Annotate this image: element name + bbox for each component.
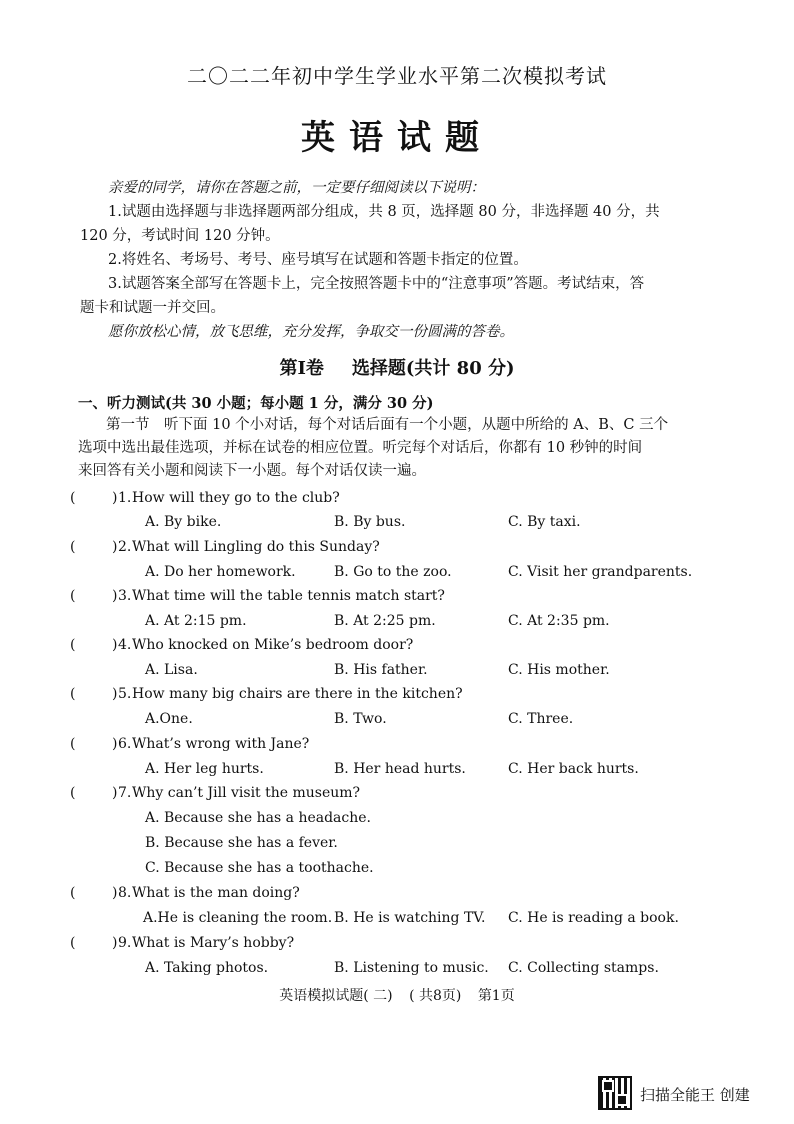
question-stem: What is the man doing?: [132, 885, 300, 901]
note-1-line-2: 120 分，考试时间 120 分钟。: [80, 228, 280, 244]
option-a: A.He is cleaning the room.: [143, 910, 333, 926]
question-stem: Why can’t Jill visit the museum?: [132, 785, 361, 801]
option-c: C. Because she has a toothache.: [145, 860, 374, 876]
option-c: C. Her back hurts.: [508, 761, 639, 777]
question-stem: How many big chairs are there in the kitchen?: [132, 686, 463, 702]
scanner-watermark: 扫描全能王 创建: [640, 1086, 750, 1104]
option-a: A. By bike.: [145, 514, 222, 530]
option-c: C. Visit her grandparents.: [508, 564, 693, 580]
footer-page-number: 第1页: [477, 988, 515, 1004]
question-number: 5.: [118, 686, 132, 702]
option-c: C. Three.: [508, 711, 574, 727]
wish-text: 愿你放松心情，放飞思维，充分发挥，争取交一份圆满的答卷。: [108, 324, 514, 340]
question-number: 1.: [118, 490, 132, 506]
answer-paren-open: (: [70, 539, 76, 555]
answer-paren-open: (: [70, 637, 76, 653]
option-b: B. Listening to music.: [334, 960, 489, 976]
option-c: C. His mother.: [508, 662, 610, 678]
question-number: 9.: [118, 935, 132, 951]
option-a: A. Lisa.: [145, 662, 198, 678]
question-stem: What time will the table tennis match start?: [132, 588, 445, 604]
option-c: C. At 2:35 pm.: [508, 613, 610, 629]
instruction-line-3: 来回答有关小题和阅读下一小题。每个对话仅读一遍。: [78, 463, 426, 479]
answer-paren-close: ): [112, 686, 118, 702]
instruction-line-2: 选项中选出最佳选项，并标在试卷的相应位置。听完每个对话后，你都有 10 秒钟的时间: [78, 440, 643, 456]
question-number: 3.: [118, 588, 132, 604]
answer-paren-close: ): [112, 885, 118, 901]
option-b: B. Two.: [334, 711, 387, 727]
question-stem: Who knocked on Mike’s bedroom door?: [132, 637, 414, 653]
answer-paren-open: (: [70, 588, 76, 604]
option-b: B. He is watching TV.: [334, 910, 486, 926]
option-b: B. At 2:25 pm.: [334, 613, 436, 629]
note-3-line-1: 3.试题答案全部写在答题卡上，完全按照答题卡中的“注意事项”答题。考试结束，答: [108, 276, 645, 292]
answer-paren-close: ): [112, 785, 118, 801]
answer-paren-close: ): [112, 935, 118, 951]
option-c: C. He is reading a book.: [508, 910, 679, 926]
part-heading: 一、听力测试(共 30 小题；每小题 1 分，满分 30 分): [78, 395, 434, 412]
question-number: 4.: [118, 637, 132, 653]
question-stem: How will they go to the club?: [132, 490, 340, 506]
qr-code-icon: [598, 1076, 632, 1110]
answer-paren-close: ): [112, 736, 118, 752]
question-number: 6.: [118, 736, 132, 752]
instructions-block: [80, 176, 690, 344]
answer-paren-close: ): [112, 588, 118, 604]
note-3-line-2: 题卡和试题一并交回。: [80, 300, 225, 316]
subject-title: 英语试题: [301, 118, 493, 158]
question-stem: What is Mary’s hobby?: [132, 935, 295, 951]
page-footer: [0, 985, 794, 1005]
question-stem: What’s wrong with Jane?: [132, 736, 310, 752]
option-a: A. Because she has a headache.: [145, 810, 371, 826]
note-2: 2.将姓名、考场号、考号、座号填写在试题和答题卡指定的位置。: [108, 252, 528, 268]
option-a: A. Her leg hurts.: [145, 761, 264, 777]
footer-paper-name: 英语模拟试题( 二): [279, 988, 393, 1004]
option-b: B. Her head hurts.: [334, 761, 466, 777]
answer-paren-close: ): [112, 539, 118, 555]
option-b: B. Because she has a fever.: [145, 835, 338, 851]
option-a: A.One.: [145, 711, 193, 727]
answer-paren-close: ): [112, 637, 118, 653]
volume-label: 第Ⅰ卷: [279, 358, 324, 379]
option-b: B. His father.: [334, 662, 428, 678]
option-c: C. By taxi.: [508, 514, 581, 530]
answer-paren-open: (: [70, 736, 76, 752]
question-number: 7.: [118, 785, 132, 801]
footer-total-pages: ( 共8页): [409, 988, 462, 1004]
listening-instructions: [78, 414, 690, 483]
question-number: 2.: [118, 539, 132, 555]
answer-paren-open: (: [70, 686, 76, 702]
answer-paren-open: (: [70, 785, 76, 801]
section-title: [0, 354, 794, 380]
exam-title: 二〇二二年初中学生学业水平第二次模拟考试: [187, 64, 607, 88]
option-a: A. Do her homework.: [145, 564, 296, 580]
answer-paren-open: (: [70, 935, 76, 951]
note-1-line-1: 1.试题由选择题与非选择题两部分组成，共 8 页，选择题 80 分，非选择题 40 分，共: [108, 204, 660, 220]
option-b: B. Go to the zoo.: [334, 564, 452, 580]
option-a: A. Taking photos.: [145, 960, 269, 976]
question-stem: What will Lingling do this Sunday?: [132, 539, 380, 555]
option-c: C. Collecting stamps.: [508, 960, 659, 976]
answer-paren-close: ): [112, 490, 118, 506]
instruction-line-1: 第一节 听下面 10 个小对话，每个对话后面有一个小题，从题中所给的 A、B、C 三个: [106, 417, 669, 433]
option-b: B. By bus.: [334, 514, 406, 530]
answer-paren-open: (: [70, 885, 76, 901]
answer-paren-open: (: [70, 490, 76, 506]
section-name: 选择题(共计 80 分): [351, 358, 515, 379]
greeting-text: 亲爱的同学，请你在答题之前，一定要仔细阅读以下说明：: [108, 180, 485, 196]
question-number: 8.: [118, 885, 132, 901]
option-a: A. At 2:15 pm.: [145, 613, 247, 629]
